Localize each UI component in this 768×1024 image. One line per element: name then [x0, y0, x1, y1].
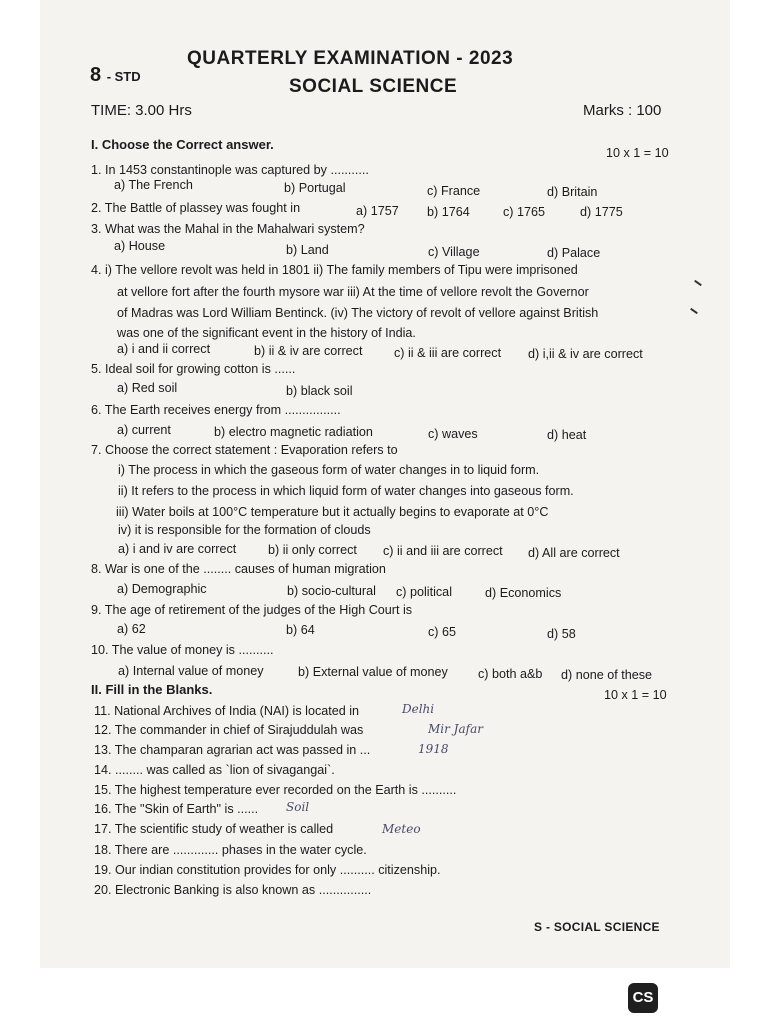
- q4-option-b: b) ii & iv are correct: [254, 344, 363, 358]
- q2-option-c: c) 1765: [503, 205, 546, 219]
- q1-option-a: a) The French: [114, 178, 193, 192]
- fill-blank-18: 18. There are ............. phases in the water cycle.: [94, 843, 367, 857]
- time-label: TIME: 3.00 Hrs: [91, 102, 192, 119]
- fill-blank-13: 13. The champaran agrarian act was passed in ...: [94, 743, 371, 757]
- q9-option-b: b) 64: [286, 623, 315, 637]
- q7-statement-2: ii) It refers to the process in which liquid form of water changes into gaseous form.: [118, 484, 574, 498]
- q3-option-c: c) Village: [428, 245, 480, 259]
- handwritten-answer-17: Meteo: [382, 822, 421, 836]
- q6-option-c: c) waves: [428, 427, 478, 441]
- q3-option-b: b) Land: [286, 243, 329, 257]
- question-8: 8. War is one of the ........ causes of human migration: [91, 562, 386, 576]
- q5-option-a: a) Red soil: [117, 381, 178, 395]
- q6-option-d: d) heat: [547, 428, 587, 442]
- q10-option-b: b) External value of money: [298, 665, 448, 679]
- q1-option-b: b) Portugal: [284, 181, 346, 195]
- section1-marks: 10 x 1 = 10: [606, 146, 669, 160]
- q7-option-b: b) ii only correct: [268, 543, 357, 557]
- question-10: 10. The value of money is ..........: [91, 643, 274, 657]
- standard-label: [90, 64, 141, 87]
- handwritten-answer-13: 1918: [418, 742, 449, 756]
- q8-option-b: b) socio-cultural: [287, 584, 376, 598]
- q2-option-b: b) 1764: [427, 205, 470, 219]
- fill-blank-12: 12. The commander in chief of Sirajuddulah was: [94, 723, 364, 737]
- q7-option-d: d) All are correct: [528, 546, 620, 560]
- section2-marks: 10 x 1 = 10: [604, 688, 667, 702]
- question-7: 7. Choose the correct statement : Evaporation refers to: [91, 443, 398, 457]
- q6-option-b: b) electro magnetic radiation: [214, 425, 373, 439]
- q9-option-c: c) 65: [428, 625, 456, 639]
- question-3: 3. What was the Mahal in the Mahalwari system?: [91, 222, 365, 236]
- q1-option-c: c) France: [427, 184, 481, 198]
- section1-heading: I. Choose the Correct answer.: [91, 137, 274, 152]
- fill-blank-14: 14. ........ was called as `lion of sivagangai`.: [94, 763, 335, 777]
- handwritten-answer-12: Mir Jafar: [428, 722, 483, 736]
- question-4-line2: at vellore fort after the fourth mysore war iii) At the time of vellore revolt the Governor: [117, 285, 589, 299]
- q7-option-a: a) i and iv are correct: [118, 542, 237, 556]
- q3-option-a: a) House: [114, 239, 166, 253]
- standard-suffix: - STD: [106, 69, 141, 84]
- question-6: 6. The Earth receives energy from ................: [91, 403, 341, 417]
- handwritten-answer-16: Soil: [286, 800, 310, 814]
- q2-option-a: a) 1757: [356, 204, 399, 218]
- camscanner-logo: CS: [628, 983, 658, 1013]
- q10-option-c: c) both a&b: [478, 667, 543, 681]
- q8-option-c: c) political: [396, 585, 452, 599]
- q9-option-a: a) 62: [117, 622, 146, 636]
- fill-blank-11: 11. National Archives of India (NAI) is located in: [94, 704, 360, 718]
- footer-label: S - SOCIAL SCIENCE: [534, 920, 660, 934]
- fill-blank-15: 15. The highest temperature ever recorded on the Earth is ..........: [94, 783, 457, 797]
- marks-label: Marks : 100: [583, 102, 662, 119]
- fill-blank-16: 16. The "Skin of Earth" is ......: [94, 802, 259, 816]
- exam-title: QUARTERLY EXAMINATION - 2023: [187, 48, 514, 69]
- q8-option-a: a) Demographic: [117, 582, 207, 596]
- standard-number: 8: [90, 64, 102, 86]
- subject-title: SOCIAL SCIENCE: [289, 76, 458, 97]
- question-9: 9. The age of retirement of the judges of the High Court is: [91, 603, 413, 617]
- q7-statement-4: iv) it is responsible for the formation of clouds: [118, 523, 371, 537]
- q4-option-c: c) ii & iii are correct: [394, 346, 502, 360]
- q4-option-d: d) i,ii & iv are correct: [528, 347, 643, 361]
- q1-option-d: d) Britain: [547, 185, 598, 199]
- question-4-line1: 4. i) The vellore revolt was held in 1801 ii) The family members of Tipu were imprisoned: [91, 263, 578, 277]
- question-5: 5. Ideal soil for growing cotton is ......: [91, 362, 296, 376]
- q2-option-d: d) 1775: [580, 205, 623, 219]
- question-2: 2. The Battle of plassey was fought in: [91, 201, 301, 215]
- q7-statement-1: i) The process in which the gaseous form of water changes in to liquid form.: [118, 463, 540, 477]
- q10-option-a: a) Internal value of money: [118, 664, 264, 678]
- fill-blank-17: 17. The scientific study of weather is called: [94, 822, 334, 836]
- q9-option-d: d) 58: [547, 627, 576, 641]
- q8-option-d: d) Economics: [485, 586, 562, 600]
- q7-statement-3: iii) Water boils at 100°C temperature but it actually begins to evaporate at 0°C: [116, 505, 549, 519]
- q5-option-b: b) black soil: [286, 384, 353, 398]
- question-1: 1. In 1453 constantinople was captured by ...........: [91, 163, 369, 177]
- q4-option-a: a) i and ii correct: [117, 342, 211, 356]
- q3-option-d: d) Palace: [547, 246, 601, 260]
- section2-heading: II. Fill in the Blanks.: [91, 682, 213, 697]
- fill-blank-19: 19. Our indian constitution provides for only .......... citizenship.: [94, 863, 441, 877]
- question-4-line4: was one of the significant event in the history of India.: [117, 326, 416, 340]
- question-4-line3: of Madras was Lord William Bentinck. (iv) The victory of revolt of vellore against British: [117, 306, 599, 320]
- q7-option-c: c) ii and iii are correct: [383, 544, 503, 558]
- q6-option-a: a) current: [117, 423, 171, 437]
- fill-blank-20: 20. Electronic Banking is also known as ...............: [94, 883, 372, 897]
- handwritten-answer-11: Delhi: [402, 702, 435, 716]
- q10-option-d: d) none of these: [561, 668, 653, 682]
